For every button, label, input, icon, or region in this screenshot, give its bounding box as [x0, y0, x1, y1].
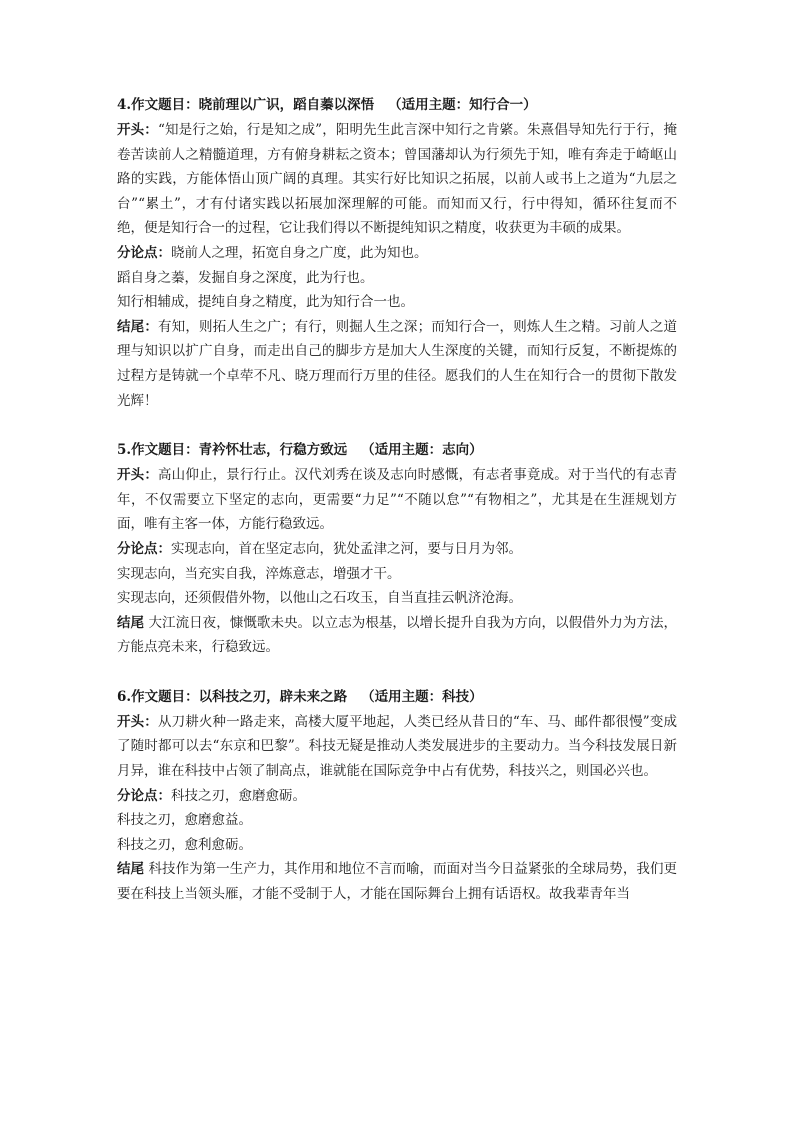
opening-paragraph: [117, 463, 677, 537]
sub-point: 实现志向，当充实自我，淬炼意志，增强才干。: [117, 565, 401, 582]
essay-title: [117, 92, 677, 118]
opening-label: 开头：: [117, 713, 158, 730]
opening-text: 高山仰止，景行行止。汉代刘秀在谈及志向时感慨，有志者事竟成。对于当代的有志青年，不仅需要立下坚定的志向，更需要“力足”“不随以怠”“有物相之”，尤其是在生涯规划方面，唯有主客一体，方能行稳致远。: [117, 467, 678, 533]
ending-text: 有知，则拓人生之广；有行，则掘人生之深；而知行合一，则炼人生之精。习前人之道理与知识以扩广自身，而走出自己的脚步方是加大人生深度的关键，而知行反复，不断提炼的过程方是铸就一个卓荦不凡、晓万理而行万里的佳径。愿我们的人生在知行合一的贯彻下散发光辉！: [117, 318, 678, 409]
ending-label: 结尾: [117, 614, 145, 631]
sub-point-text: 科技之刃，愈磨愈砺。: [171, 787, 306, 804]
essay-title-text: 6.作文题目：以科技之刃，辟未来之路: [117, 688, 348, 705]
essay-theme: （适用主题：科技）: [361, 688, 483, 705]
essay-section-5: [117, 437, 677, 660]
ending-paragraph: [117, 857, 677, 906]
opening-label: 开头：: [117, 122, 158, 138]
opening-text: 从刀耕火种一路走来，高楼大厦平地起，人类已经从昔日的“车、马、邮件都很慢”变成了随时都可以去“东京和巴黎”。科技无疑是推动人类发展进步的主要动力。当今科技发展日新月异，谁在科技中占领了制高点，谁就能在国际竞争中占有优势，科技兴之，则国必兴也。: [117, 713, 677, 780]
opening-label: 开头：: [117, 467, 158, 484]
opening-paragraph: [117, 118, 677, 241]
sub-point-text: 晓前人之理，拓宽自身之广度，此为知也。: [171, 244, 428, 261]
essay-title: [117, 437, 677, 463]
points-label: 分论点：: [117, 787, 171, 804]
ending-label: 结尾: [117, 861, 145, 878]
ending-label: 结尾：: [117, 318, 158, 335]
sub-point: 实现志向，还须假借外物，以他山之石攻玉，自当直挂云帆济沧海。: [117, 590, 522, 607]
points-label: 分论点：: [117, 244, 171, 261]
essay-theme: （适用主题：知行合一）: [388, 97, 537, 113]
essay-title-text: 4.作文题目：晓前理以广识，蹈自蓁以深悟: [117, 97, 375, 113]
essay-section-4: [117, 92, 677, 413]
ending-paragraph: [117, 611, 677, 660]
essay-title-text: 5.作文题目：青衿怀壮志，行稳方致远: [117, 442, 348, 459]
sub-point: [117, 537, 677, 562]
opening-paragraph: [117, 710, 677, 784]
sub-point: [117, 241, 677, 266]
ending-text: 大江流日夜，慷慨歌未央。以立志为根基，以增长提升自我为方向，以假借外力为方法，方能点亮未来，行稳致远。: [117, 614, 678, 656]
sub-point-text: 实现志向，首在坚定志向，犹处孟津之河，要与日月为邻。: [171, 540, 522, 557]
document-page: [117, 92, 677, 907]
ending-paragraph: [117, 315, 677, 413]
essay-theme: （适用主题：志向）: [361, 442, 483, 459]
ending-text: 科技作为第一生产力，其作用和地位不言而喻，而面对当今日益紧张的全球局势，我们更要在科技上当领头雁，才能不受制于人，才能在国际舞台上拥有话语权。故我辈青年当: [117, 861, 678, 903]
essay-title: [117, 684, 677, 710]
sub-point: 科技之刃，愈磨愈益。: [117, 812, 252, 829]
points-label: 分论点：: [117, 540, 171, 557]
sub-point: 科技之刃，愈利愈砺。: [117, 836, 252, 853]
sub-point: 蹈自身之蓁，发掘自身之深度，此为行也。: [117, 269, 374, 286]
sub-point: [117, 784, 677, 809]
opening-text: “知是行之始，行是知之成”，阳明先生此言深中知行之肯綮。朱熹倡导知先行于行，掩卷苦读前人之精髓道理，方有俯身耕耘之资本；曾国藩却认为行须先于知，唯有奔走于崎岖山路的实践，方能体悟山顶广阔的真理。其实行好比知识之拓展，以前人或书上之道为“九层之台”“累土”，才有付诸实践以拓展加深理解的可能。而知而又行，行中得知，循环往复而不绝，便是知行合一的过程，它让我们得以不断提纯知识之精度，收获更为丰硕的成果。: [117, 122, 677, 237]
sub-point: 知行相辅成，提纯自身之精度，此为知行合一也。: [117, 294, 414, 311]
essay-section-6: [117, 684, 677, 907]
